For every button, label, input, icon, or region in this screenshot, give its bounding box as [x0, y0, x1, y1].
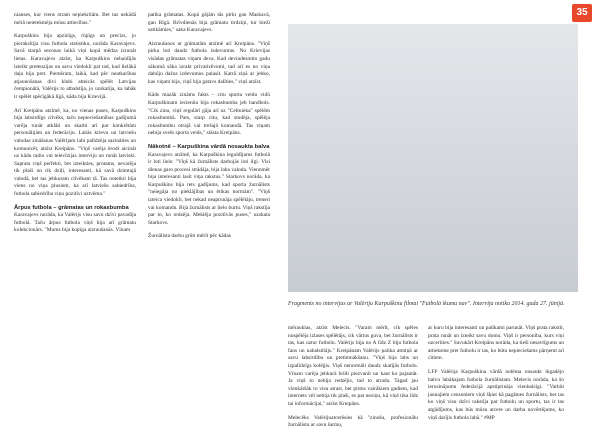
article-column-4: [428, 325, 564, 428]
paragraph: Melecēks Valērijuatcerēsies kā "zinošu, profesionālu žurnālistu ar savu šarmu,: [288, 414, 418, 429]
paragraph: mērauklas, atzīst Melecis. "Varam mērīt, cik spēles nospēlēja izlases spēlētājs, cik vārtus guva, bet žurnālists ir tas, kas uztur futbolu. Valērijs bija no A līdz Z bija futbola fans un nabalstītājs." Kreipānam Valērijs palika atmiņā ar savu labsirdību un pretimnākšanu. "Viņš bija labs un izpalīdzīgs kolēģis. Viņš nenormāli daudz skatījās futbolu. Vīnam varēja jebkurā brīdi piezvanīt un kaut ko pajautāt. Ja viņš to nebija redzējis, tad to atrada. Tagad jau vienkāršāk to visu atrast, bet pirms vairākiem gadiem, kad internets vēl nebija tik plaši, es pat neziņu, kā viņš tika līdz tai informācijai," atzīst Kreipāns.: [288, 325, 418, 407]
section-heading: Ārpus futbola – grāmatas un rokasbumba: [14, 204, 129, 211]
paragraph: Žurnālista darbu grūti mērīt pēc kādas: [148, 233, 231, 240]
article-column-1: [14, 12, 136, 241]
paragraph: patika grāmatas. Kopā gājām tās pirkt gan Maskavā, gan Rīgā. Brīvdienās bija grāmatu tirdziņi, tur bieži satikāmies," saka Karavajevs.: [148, 12, 270, 34]
paragraph: Karpuškins bija apzinīgs, rūpīgs un precīzs, jo pieraksītija visu futbola statistiku, norāda Karavajevs. Savā starpā sezonas laikā viņi kopā mēdza izrunāt lietas. Karavajevs atzīst, ka Karpuškins nebaidījās izteikt pretenzijas un savu viedokli pat tad, kad lielākā daļa bija pret. Piemēram, laikā, kad pēc neatkarības atjaunošanas divi klubi atteicās spēlēt Latvijas čempionātā, Valērijs to atbalstīja, jo uzskatīja, ka labāk ir spēlēt spēcīgākā līgā, kāda bija Krievijā.: [14, 33, 136, 100]
article-column-3: [288, 325, 418, 436]
paragraph: nianses, kur viens otram nepiekritām. Bet tas nekādā mērā neietekmēja mūsu attiecības.": [14, 12, 136, 26]
paragraph: Kāds mazāk zināms fakts – citu sporta veidu vidū Karpuškinam iecienīta bija rokasbumba jeb handbols. "Cik zinu, viņš regulāri gāja arī uz "Celtnieka" spēlēm rokasbumbā. Pats, starp citu, kad studēja, spēlēja rokasbumbu otrajā vai trešajā komandā. Tas viņam nebija svešs sporta veids," stāsta Kreipāns.: [148, 92, 270, 137]
paragraph: Karavajevs norāda, ka Valērijs visu savu dzīvi pavadīja futbolā. Taču ārpus futbola viņš bija arī grāmatu kolekcionārs. "Mums bija kopīga aizraušanās. Vīnam: [14, 212, 136, 234]
section-heading: Nākotnē – Karpuškina vārdā nosaukta balva: [148, 143, 270, 150]
paragraph: ar kuru bija interesanti un patīkami parunāt. Viņš prata rakstīt, prata runāt un izteikt savu domu. Viņš ir personība, kurs viņi uzcerīties." Savukārt Kreipāns norāda, ka tieši nesavtīgums un attieksme pret futbolu ir tas, ko būtu nepieciešams pārņemt arī citiem.: [428, 325, 564, 362]
paragraph: Karavajevs atzīmē, ka Karpuškina ieguldījums futbolā ir loti liels: "Viņš kā žurnālists darbojās loti ilgi. Visi dienas garo procesi strādāja, bija laba valoda. Viennmēr bija interesanti lasīt viņa rakstus." Starkovs norāda, ka Karpuškins bija rets gadījums, kad sporta žurnālists "neiegāja no pieklājības un ētikas normām". "Viņš izteica viedokli, bet nekad neaprunāja spēlētāju, treneri vai komandu. Bija žurnālists ar lielo burtu. Viņš rakstīja par to, ko redzēja. Meklēja pozitīvās puses," uzskata Starkovs.: [148, 151, 270, 226]
paragraph: LFF Valērija Karpuškina vārdā nolēma nosaukt ikgadējo balvu labākajam futbola žurnālistam. Melecis norāda, ka šo ierosinājumu federācijā apstiprināja vienbalsīgi. "Varbūt jaunajiem censoniem viņš šķiet kā pagātnes žurnālists, bet tas ko viņš visu dzīvi rakstīja par futbolu un sportu, tas ir tas atgādījums, kas būs mūsu atcere un darba novērtējums, ko viņš darījis futbola labā." #MP: [428, 368, 564, 421]
page-number: 35: [572, 4, 592, 22]
photo-caption: Fragments no intervijas ar Valēriju Karpuškinu filmai "Futbolā ikumu nav". Intervija notika 2014. gada 27. jūnijā.: [288, 301, 565, 307]
paragraph: Arī Kreipāns atzīmē, ka, no vienas puses, Karpuškins bija labsirdīgs cilvēks, taču nepieciešamības gadījumā varēja runāt atklāti un skarbi arī par konkrētām personālijām un federāciju. Labās krievu un latviešu valodas zināšanas Valērijam labi palīdzēja sazināties un komunicēt, atzīst Kreipāns. "Viņš varēja ērodi aicināt uz kādu radio vai televīzijas interviju un runāt latviski. Saprata viņš perfekti, bet izteikties, protams, nevarēja tik plaši un tik dziļi, interesanti, kā savā dzimtajā valodā, bet tas jebkuram cilvēkam tā. Tas noteikti bija viens no viņa plusiem, ka arī latviešu sabiedrība, futbola sabiedrība viņu pozitīvi uztvēma.": [14, 107, 136, 198]
article-photo: [288, 24, 578, 292]
article-column-2: [148, 12, 270, 247]
paragraph: Aizraušanos ar grāmatām atzīmē arī Kreipāns. "Viņš pirka loti daudz futbola izdevumus. No Krievijas visādas grāmatas viņam deva. Kad devindesmito gadu sākumā sāka izrakt privatizēvumi, tad arī es no viņa dabūju dažus izdevumus palasīt. Katrā ziņā ar jebko, kas viņam bija, viņš bija gatavs dalīties," viņš atzīst.: [148, 40, 270, 85]
